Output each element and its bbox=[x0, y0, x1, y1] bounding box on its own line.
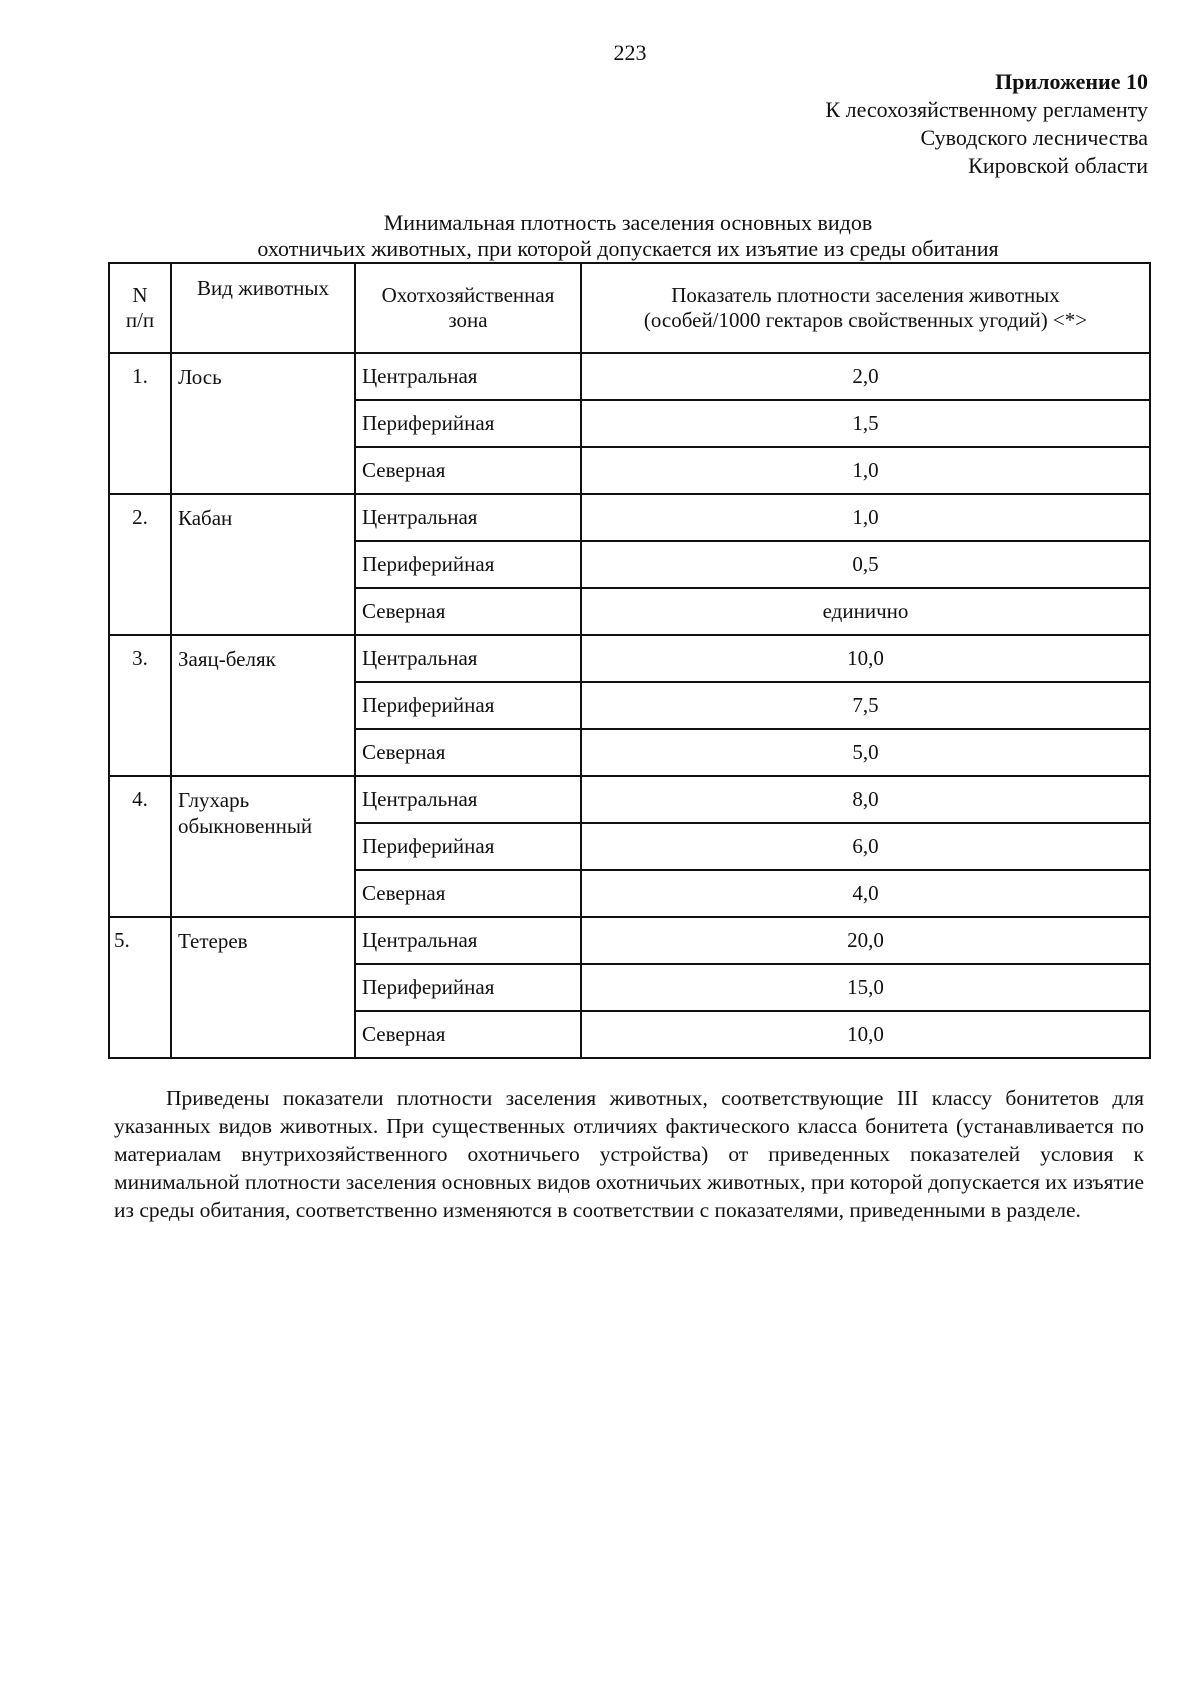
appendix-line: Кировской области bbox=[968, 153, 1148, 178]
header-num-line: п/п bbox=[125, 308, 155, 332]
density-value: 6,0 bbox=[581, 823, 1150, 870]
species-name: Заяц-беляк bbox=[171, 635, 355, 776]
header-zone bbox=[355, 263, 581, 353]
species-name: Глухарь обыкновенный bbox=[171, 776, 355, 917]
density-value: 8,0 bbox=[581, 776, 1150, 823]
density-value: 1,5 bbox=[581, 400, 1150, 447]
row-number: 1. bbox=[109, 353, 171, 494]
header-zone-line: зона bbox=[448, 308, 488, 332]
density-value: 10,0 bbox=[581, 635, 1150, 682]
row-number: 2. bbox=[109, 494, 171, 635]
table-title-line: охотничьих животных, при которой допускается их изъятие из среды обитания bbox=[257, 236, 999, 261]
page-number: 223 bbox=[613, 40, 647, 65]
appendix-header bbox=[825, 68, 1148, 180]
zone-name: Северная bbox=[355, 729, 581, 776]
footnote-paragraph: Приведены показатели плотности заселения животных, соответствующие III классу бонитетов для указанных видов животных. При существенных отличиях фактического класса бонитета (устанавливается по материалам внутрихозяйственного охотничьего устройства) от приведенных показателей условия к минимальной плотности заселения основных видов охотничьих животных, при которой допускается их изъятие из среды обитания, соответственно изменяются в соответствии с показателями, приведенными в разделе. bbox=[114, 1086, 1144, 1222]
table-row bbox=[109, 353, 1150, 400]
species-name: Лось bbox=[171, 353, 355, 494]
header-density bbox=[581, 263, 1150, 353]
table-title bbox=[108, 210, 1148, 262]
row-number: 4. bbox=[109, 776, 171, 917]
zone-name: Северная bbox=[355, 870, 581, 917]
density-value: 0,5 bbox=[581, 541, 1150, 588]
density-value: 1,0 bbox=[581, 494, 1150, 541]
density-value: 2,0 bbox=[581, 353, 1150, 400]
zone-name: Периферийная bbox=[355, 964, 581, 1011]
species-name: Кабан bbox=[171, 494, 355, 635]
appendix-line: Суводского лесничества bbox=[920, 125, 1148, 150]
header-num bbox=[109, 263, 171, 353]
table-row bbox=[109, 494, 1150, 541]
density-value: 15,0 bbox=[581, 964, 1150, 1011]
table-row bbox=[109, 917, 1150, 964]
zone-name: Центральная bbox=[355, 353, 581, 400]
appendix-line: К лесохозяйственному регламенту bbox=[825, 97, 1148, 122]
table-row bbox=[109, 776, 1150, 823]
density-value: 1,0 bbox=[581, 447, 1150, 494]
appendix-title: Приложение 10 bbox=[995, 69, 1148, 94]
zone-name: Северная bbox=[355, 1011, 581, 1058]
header-zone-line: Охотхозяйственная bbox=[381, 283, 555, 307]
species-name: Тетерев bbox=[171, 917, 355, 1058]
row-number: 5. bbox=[109, 917, 171, 1058]
row-number: 3. bbox=[109, 635, 171, 776]
header-species: Вид животных bbox=[171, 263, 355, 353]
table-title-line: Минимальная плотность заселения основных видов bbox=[383, 210, 873, 235]
header-num-line: N bbox=[132, 283, 148, 307]
zone-name: Центральная bbox=[355, 776, 581, 823]
table-row bbox=[109, 635, 1150, 682]
zone-name: Северная bbox=[355, 588, 581, 635]
density-table bbox=[108, 262, 1151, 1059]
zone-name: Периферийная bbox=[355, 400, 581, 447]
zone-name: Центральная bbox=[355, 635, 581, 682]
zone-name: Северная bbox=[355, 447, 581, 494]
table-header-row bbox=[109, 263, 1150, 353]
zone-name: Центральная bbox=[355, 494, 581, 541]
zone-name: Периферийная bbox=[355, 823, 581, 870]
header-density-line: Показатель плотности заселения животных bbox=[671, 283, 1060, 307]
density-value: единично bbox=[581, 588, 1150, 635]
zone-name: Центральная bbox=[355, 917, 581, 964]
density-value: 7,5 bbox=[581, 682, 1150, 729]
header-density-line: (особей/1000 гектаров свойственных угодий) <*> bbox=[643, 308, 1088, 332]
zone-name: Периферийная bbox=[355, 541, 581, 588]
density-value: 10,0 bbox=[581, 1011, 1150, 1058]
density-value: 4,0 bbox=[581, 870, 1150, 917]
zone-name: Периферийная bbox=[355, 682, 581, 729]
density-value: 5,0 bbox=[581, 729, 1150, 776]
density-value: 20,0 bbox=[581, 917, 1150, 964]
